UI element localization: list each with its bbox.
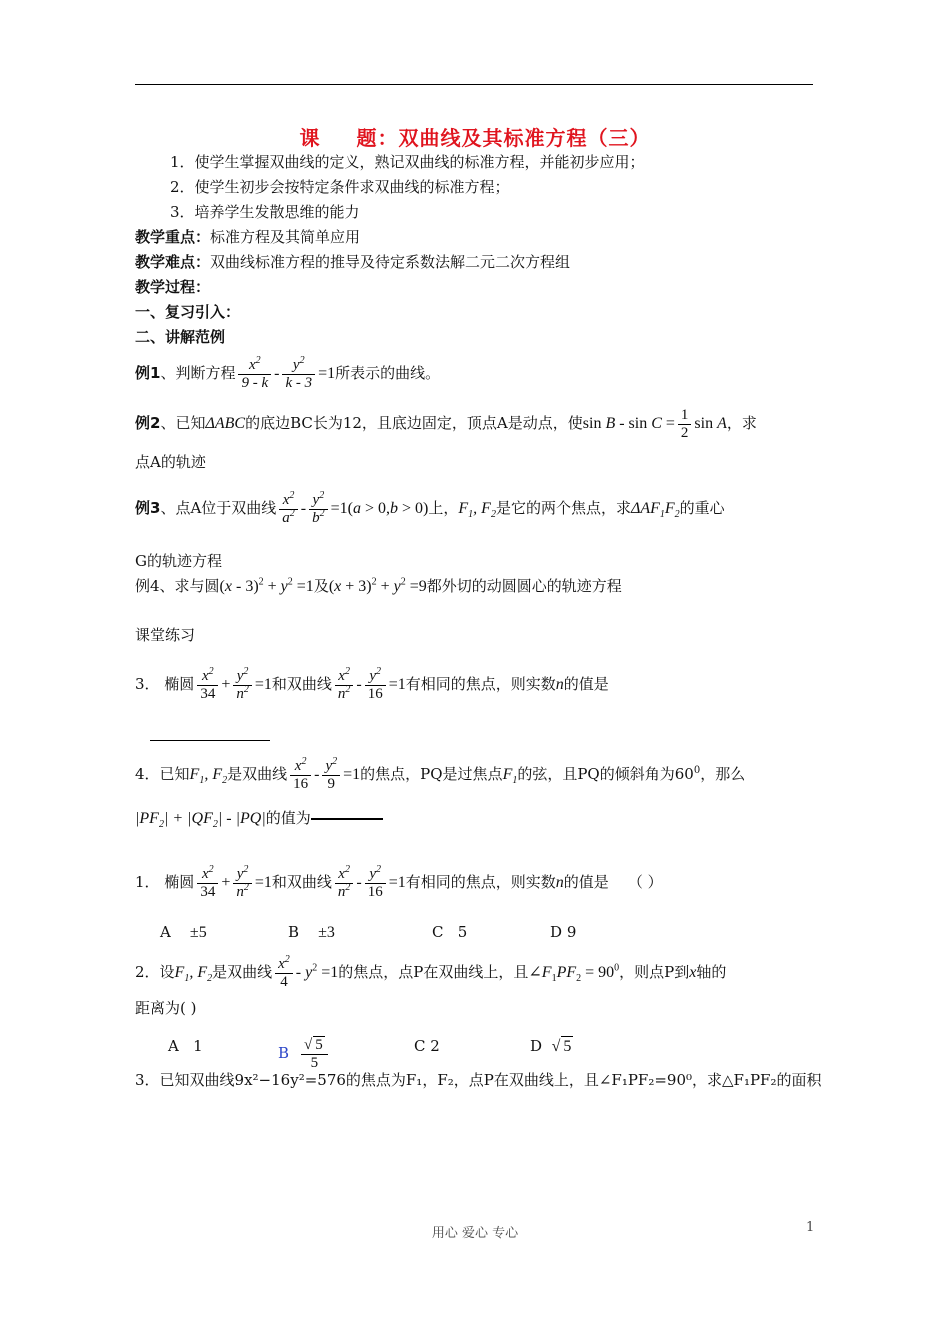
example-1: 例1、判断方程 $\frac{x^2}{9 - k}$ - $\frac{y^2}{k - 3}$ =1所表示的曲线。	[135, 354, 441, 391]
answer-blank-line	[150, 740, 270, 741]
practice-4-cont: $|PF_2| + |QF_2| - |PQ|$的值为	[135, 808, 825, 829]
practice-3: 3． 椭圆 $\frac{x^2}{34}$ + $\frac{y^2}{n^2}$ =1和双曲线 $\frac{x^2}{n^2}$ - $\frac{y^2}{16}$ =1有相同的焦点，则实数n的值是	[135, 665, 609, 702]
goal-2: 2．使学生初步会按特定条件求双曲线的标准方程；	[170, 178, 510, 196]
page-title: 课 题：双曲线及其标准方程（三）	[299, 126, 651, 150]
question-2: 2．设$F_1$, $F_2$是双曲线 $\frac{x^2}{4}$ - $y^2 =1$的焦点，点P在双曲线上，且$\angle F_1PF_2 = 90^0$，则点P到x轴的	[135, 953, 727, 990]
answer-blank	[311, 818, 383, 820]
page-footer: 用心 爱心 专心	[431, 1226, 519, 1241]
example-2-cont: 点A的轨迹	[135, 453, 206, 471]
example-3: 例3、点A位于双曲线 $\frac{x^2}{a^2}$ - $\frac{y^2}{b^2}$ =1(a > 0,b > 0)上，$F_1$, $F_2$是它的两个焦点，求$\Delta AF_1F_2$的重心	[135, 489, 725, 526]
question-1: 1． 椭圆 $\frac{x^2}{34}$ + $\frac{y^2}{n^2}$ =1和双曲线 $\frac{x^2}{n^2}$ - $\frac{y^2}{16}$ =1有相同的焦点，则实数n的值是 （ ）	[135, 863, 663, 900]
example-3-cont: G的轨迹方程	[135, 552, 222, 570]
q2-option-a: A 1	[168, 1037, 203, 1055]
q2-option-d: D √ 5	[530, 1037, 572, 1055]
question-2-cont: 距离为( )	[135, 999, 197, 1017]
q2-option-b: B $\frac{√ 5}{5}$	[278, 1036, 331, 1072]
q1-option-d: D 9	[550, 923, 577, 941]
q2-option-c: C 2	[414, 1037, 440, 1055]
q1-option-b: B ±3	[288, 923, 335, 941]
q1-option-a: A ±5	[160, 923, 207, 941]
difficulty: 教学难点：双曲线标准方程的推导及待定系数法解二元二次方程组	[135, 253, 571, 271]
page-number: 1	[806, 1220, 815, 1235]
goal-1: 1．使学生掌握双曲线的定义，熟记双曲线的标准方程，并能初步应用；	[170, 153, 645, 171]
section-review: 一、复习引入：	[135, 303, 241, 321]
key-point: 教学重点：标准方程及其简单应用	[135, 228, 361, 246]
question-3: 3．已知双曲线9x²−16y²=576的焦点为F₁，F₂，点P在双曲线上，且∠F₁PF₂=90⁰，求△F₁PF₂的面积	[135, 1071, 822, 1089]
process-heading: 教学过程：	[135, 278, 211, 296]
header-rule	[135, 84, 813, 85]
practice-heading: 课堂练习	[135, 626, 196, 644]
section-examples: 二、讲解范例	[135, 328, 226, 346]
example-2: 例2、已知ΔABC的底边BC长为12，且底边固定，顶点A是动点，使sin B - sin C = $\frac{1}{2}$ sin A，求	[135, 406, 757, 441]
q1-option-c: C 5	[432, 923, 468, 941]
example-4: 例4、求与圆$(x - 3)^2 + y^2 =1$及$(x + 3)^2 + y^2 =9$都外切的动圆圆心的轨迹方程	[135, 576, 622, 595]
practice-4: 4．已知$F_1$, $F_2$是双曲线 $\frac{x^2}{16}$ - $\frac{y^2}{9}$ =1的焦点，PQ是过焦点$F_1$的弦，且PQ的倾斜角为$60^0$，那么	[135, 755, 746, 792]
goal-3: 3．培养学生发散思维的能力	[170, 203, 360, 221]
